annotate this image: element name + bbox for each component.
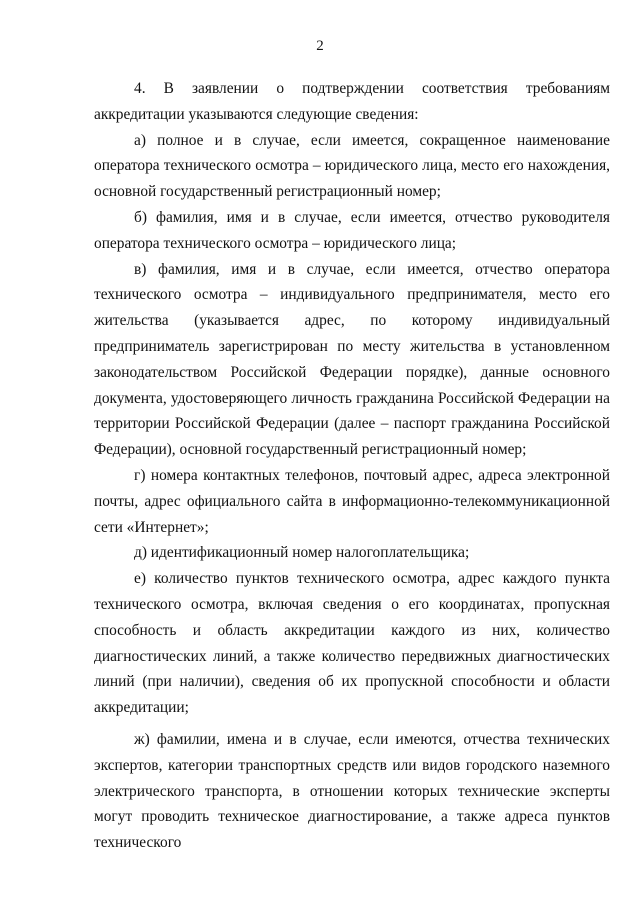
paragraph-item-d: д) идентификационный номер налогоплательщика; [134,544,470,562]
paragraph-item-e: е) количество пунктов технического осмотра, адрес каждого пункта технического осмотра, включая сведения о его координатах, пропускная способность и область аккредитации каждого из них, количество диагностических линий, а также количество передвижных диагностических линий (при наличии), сведения об их пропускной способности и области аккредитации; [94,570,610,717]
document-body [94,76,610,856]
paragraph-4-intro: 4. В заявлении о подтверждении соответствия требованиям аккредитации указываются следующие сведения: [94,80,610,123]
page-number: 2 [316,38,324,54]
paragraph-item-zh: ж) фамилии, имена и в случае, если имеются, отчества технических экспертов, категории транспортных средств или видов городского наземного электрического транспорта, в отношении которых технические эксперты могут проводить техническое диагностирование, а также адреса пунктов технического [94,730,610,852]
paragraph-item-v: в) фамилия, имя и в случае, если имеется, отчество оператора технического осмотра – индивидуального предпринимателя, место его жительства (указывается адрес, по которому индивидуальный предприниматель зарегистрирован по месту жительства в установленном законодательством Российской Федерации порядке), данные основного документа, удостоверяющего личность гражданина Российской Федерации на территории Российской Федерации (далее – паспорт гражданина Российской Федерации), основной государственный регистрационный номер; [94,260,610,459]
paragraph-item-a: а) полное и в случае, если имеется, сокращенное наименование оператора технического осмотра – юридического лица, место его нахождения, основной государственный регистрационный номер; [94,131,610,201]
paragraph-item-g: г) номера контактных телефонов, почтовый адрес, адреса электронной почты, адрес официального сайта в информационно-телекоммуникационной сети «Интернет»; [94,466,610,536]
paragraph-item-b: б) фамилия, имя и в случае, если имеется, отчество руководителя оператора технического осмотра – юридического лица; [94,208,610,252]
